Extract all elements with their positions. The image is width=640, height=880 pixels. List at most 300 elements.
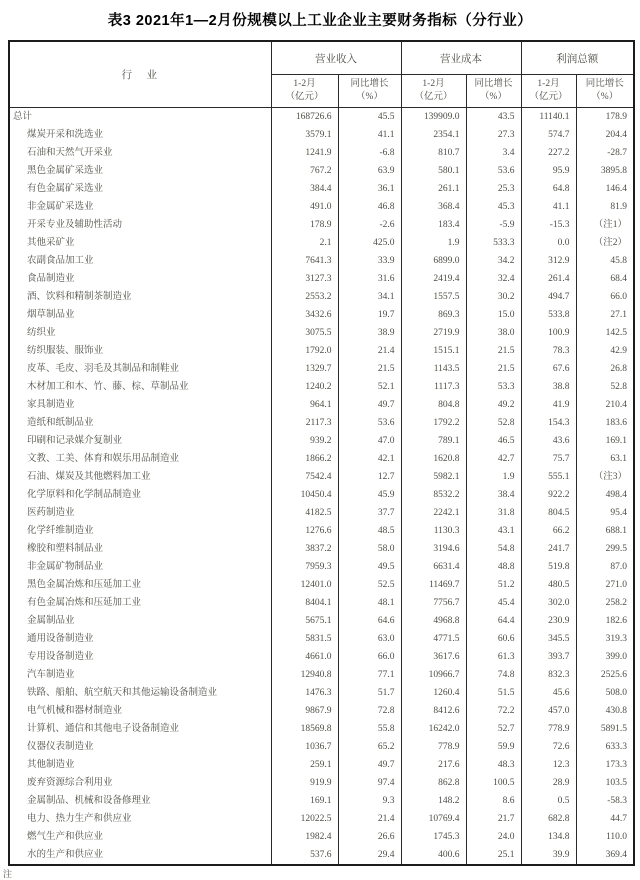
industry-name: 医药制造业 (27, 508, 75, 518)
industry-name: 铁路、船舶、航空航天和其他运输设备制造业 (27, 688, 218, 698)
cell-value: 319.3 (576, 630, 634, 648)
cell-value: 3617.6 (401, 648, 466, 666)
industry-name: 汽车制造业 (27, 670, 75, 680)
table-row (9, 612, 634, 630)
cell-value: 42.1 (338, 450, 401, 468)
cell-value: 52.5 (338, 576, 401, 594)
cell-value: 3.4 (466, 144, 521, 162)
industry-name: 有色金属冶炼和压延加工业 (27, 598, 142, 608)
cell-value: 393.7 (521, 648, 576, 666)
cell-value: -6.8 (338, 144, 401, 162)
cell-value: 148.2 (401, 792, 466, 810)
cell-value: 45.9 (338, 486, 401, 504)
table-row (9, 180, 634, 198)
industry-name: 非金属矿物制品业 (27, 562, 104, 572)
table-row (9, 774, 634, 792)
cell-value: 64.4 (466, 612, 521, 630)
group-header-profit: 利润总额 (521, 41, 634, 75)
cell-value: 38.9 (338, 324, 401, 342)
cell-value: 299.5 (576, 540, 634, 558)
industry-name: 印刷和记录媒介复制业 (27, 436, 123, 446)
cell-value: 52.1 (338, 378, 401, 396)
cell-value: 52.8 (576, 378, 634, 396)
cell-value: 48.8 (466, 558, 521, 576)
cell-value: 1792.0 (271, 342, 338, 360)
cell-value: 1792.2 (401, 414, 466, 432)
cell-value: 302.0 (521, 594, 576, 612)
table-row (9, 684, 634, 702)
industry-name: 酒、饮料和精制茶制造业 (27, 292, 132, 302)
cell-value: 778.9 (521, 720, 576, 738)
industry-name: 橡胶和塑料制品业 (27, 544, 104, 554)
cell-value: 26.6 (338, 828, 401, 846)
page-title: 表3 2021年1—2月份规模以上工业企业主要财务指标（分行业） (107, 13, 533, 29)
table-row (9, 162, 634, 180)
cell-value: 682.8 (521, 810, 576, 828)
industry-name: 其他制造业 (27, 760, 75, 770)
cell-value: 178.9 (576, 108, 634, 127)
cell-value: 1117.3 (401, 378, 466, 396)
cell-value: 100.9 (521, 324, 576, 342)
cell-value: 8404.1 (271, 594, 338, 612)
cell-value: 173.3 (576, 756, 634, 774)
cell-value: 34.2 (466, 252, 521, 270)
cell-value: 1.9 (466, 468, 521, 486)
cell-value: 2553.2 (271, 288, 338, 306)
industry-name: 开采专业及辅助性活动 (27, 220, 123, 230)
cell-value: 0.5 (521, 792, 576, 810)
industry-name: 有色金属矿采选业 (27, 184, 104, 194)
cell-value: 66.0 (338, 648, 401, 666)
cell-value: 832.3 (521, 666, 576, 684)
cell-value: 33.9 (338, 252, 401, 270)
industry-name: 金属制品业 (27, 616, 75, 626)
cell-value: 68.4 (576, 270, 634, 288)
cell-value: 12401.0 (271, 576, 338, 594)
subheader-line1: 同比增长 (585, 79, 624, 89)
table-header (9, 41, 634, 108)
table-row (9, 738, 634, 756)
cell-value: 1240.2 (271, 378, 338, 396)
industry-name: 文教、工美、体育和娱乐用品制造业 (27, 454, 180, 464)
table-row (9, 666, 634, 684)
cell-value: 7641.3 (271, 252, 338, 270)
industry-name: 仪器仪表制造业 (27, 742, 94, 752)
cell-value: 10966.7 (401, 666, 466, 684)
table-row (9, 792, 634, 810)
table-row (9, 522, 634, 540)
cell-value: 0.0 (521, 234, 576, 252)
cell-value: 48.5 (338, 522, 401, 540)
cell-value: 1745.3 (401, 828, 466, 846)
cell-value: 97.4 (338, 774, 401, 792)
cell-value: 21.5 (466, 342, 521, 360)
cell-value: 43.5 (466, 108, 521, 127)
cell-value: -28.7 (576, 144, 634, 162)
cell-value: -2.6 (338, 216, 401, 234)
table-row (9, 702, 634, 720)
cell-value: 95.9 (521, 162, 576, 180)
cell-value: 51.2 (466, 576, 521, 594)
cell-value: 24.0 (466, 828, 521, 846)
cell-value: 533.8 (521, 306, 576, 324)
cell-value: 862.8 (401, 774, 466, 792)
cell-value: 60.6 (466, 630, 521, 648)
cell-value: 498.4 (576, 486, 634, 504)
cell-value: 1329.7 (271, 360, 338, 378)
cell-value: 1866.2 (271, 450, 338, 468)
cell-value: 81.9 (576, 198, 634, 216)
table-row (9, 216, 634, 234)
cell-value: 18569.8 (271, 720, 338, 738)
table-row (9, 342, 634, 360)
cell-value: 36.1 (338, 180, 401, 198)
table-row (9, 810, 634, 828)
cell-value: 25.3 (466, 180, 521, 198)
cell-value: 508.0 (576, 684, 634, 702)
table-row (9, 756, 634, 774)
industry-name: 废弃资源综合利用业 (27, 778, 113, 788)
table-row (9, 126, 634, 144)
cell-value: 1130.3 (401, 522, 466, 540)
cell-value: 65.2 (338, 738, 401, 756)
cell-value: 45.8 (576, 252, 634, 270)
cell-value: 230.9 (521, 612, 576, 630)
cell-value: 87.0 (576, 558, 634, 576)
cell-value: 34.1 (338, 288, 401, 306)
cell-value: 3837.2 (271, 540, 338, 558)
table-row (9, 828, 634, 846)
cell-value: 688.1 (576, 522, 634, 540)
table-row (9, 198, 634, 216)
table-row (9, 360, 634, 378)
footnote-partial-text: 注 (3, 869, 13, 879)
cell-value: 4182.5 (271, 504, 338, 522)
cell-value: 1476.3 (271, 684, 338, 702)
cell-value: 2.1 (271, 234, 338, 252)
industry-name: 农副食品加工业 (27, 256, 94, 266)
cell-value: 31.6 (338, 270, 401, 288)
industry-column-header: 行 业 (9, 41, 271, 108)
cell-value: 425.0 (338, 234, 401, 252)
cell-value: 38.8 (521, 378, 576, 396)
cell-value: 52.8 (466, 414, 521, 432)
table-row (9, 396, 634, 414)
cell-value: 4968.8 (401, 612, 466, 630)
cell-value: 10450.4 (271, 486, 338, 504)
cell-value: 537.6 (271, 846, 338, 865)
cell-value: 368.4 (401, 198, 466, 216)
industry-name: 煤炭开采和洗选业 (27, 130, 104, 140)
cell-value: 48.3 (466, 756, 521, 774)
table-row (9, 504, 634, 522)
cell-value: 178.9 (271, 216, 338, 234)
cell-value: 49.7 (338, 396, 401, 414)
cell-value: 2419.4 (401, 270, 466, 288)
cell-value: 41.1 (338, 126, 401, 144)
cell-value: 21.5 (466, 360, 521, 378)
industry-name: 烟草制品业 (27, 310, 75, 320)
cell-value: 12.7 (338, 468, 401, 486)
cell-value: 227.2 (521, 144, 576, 162)
cell-value: 369.4 (576, 846, 634, 865)
cell-value: 480.5 (521, 576, 576, 594)
cell-value: 19.7 (338, 306, 401, 324)
industry-name: 燃气生产和供应业 (27, 832, 104, 842)
cell-value: （注3） (576, 468, 634, 486)
cell-value: 804.5 (521, 504, 576, 522)
cell-value: 869.3 (401, 306, 466, 324)
cell-value: 1620.8 (401, 450, 466, 468)
cell-value: 1982.4 (271, 828, 338, 846)
table-row (9, 432, 634, 450)
cell-value: 168726.6 (271, 108, 338, 127)
subheader-line1: 1-2月 (537, 79, 560, 89)
cell-value: 64.6 (338, 612, 401, 630)
cell-value: 15.0 (466, 306, 521, 324)
cell-value: 66.0 (576, 288, 634, 306)
subheader-line2: （亿元） (529, 92, 568, 102)
cell-value: 103.5 (576, 774, 634, 792)
cell-value: 7756.7 (401, 594, 466, 612)
cell-value: 9.3 (338, 792, 401, 810)
subheader-revenue-amount (271, 75, 338, 108)
cell-value: 67.6 (521, 360, 576, 378)
cell-value: 72.2 (466, 702, 521, 720)
subheader-revenue-growth (338, 75, 401, 108)
cell-value: 2719.9 (401, 324, 466, 342)
cell-value: 44.7 (576, 810, 634, 828)
cell-value: 1036.7 (271, 738, 338, 756)
cell-value: 72.6 (521, 738, 576, 756)
subheader-line2: （亿元） (285, 92, 324, 102)
cell-value: 9867.9 (271, 702, 338, 720)
cell-value: 12940.8 (271, 666, 338, 684)
subheader-cost-growth (466, 75, 521, 108)
cell-value: 271.0 (576, 576, 634, 594)
cell-value: 10769.4 (401, 810, 466, 828)
cell-value: （注1） (576, 216, 634, 234)
cell-value: 1143.5 (401, 360, 466, 378)
table-row (9, 288, 634, 306)
financial-indicators-table (8, 40, 635, 866)
cell-value: 53.6 (466, 162, 521, 180)
subheader-line1: 1-2月 (293, 79, 316, 89)
cell-value: 5831.5 (271, 630, 338, 648)
cell-value: 59.9 (466, 738, 521, 756)
table-row (9, 252, 634, 270)
subheader-profit-growth (576, 75, 634, 108)
cell-value: 53.3 (466, 378, 521, 396)
cell-value: 31.8 (466, 504, 521, 522)
table-body (9, 108, 634, 866)
cell-value: 26.8 (576, 360, 634, 378)
cell-value: 778.9 (401, 738, 466, 756)
industry-name: 纺织服装、服饰业 (27, 346, 104, 356)
cell-value: 12.3 (521, 756, 576, 774)
table-row (9, 630, 634, 648)
cell-value: 491.0 (271, 198, 338, 216)
cell-value: 767.2 (271, 162, 338, 180)
cell-value: 1276.6 (271, 522, 338, 540)
cell-value: 457.0 (521, 702, 576, 720)
cell-value: 61.3 (466, 648, 521, 666)
cell-value: 45.5 (338, 108, 401, 127)
group-header-cost: 营业成本 (401, 41, 521, 75)
cell-value: 42.7 (466, 450, 521, 468)
cell-value: 1557.5 (401, 288, 466, 306)
cell-value: 533.3 (466, 234, 521, 252)
cell-value: 63.0 (338, 630, 401, 648)
cell-value: 2117.3 (271, 414, 338, 432)
table-row (9, 414, 634, 432)
industry-name: 电力、热力生产和供应业 (27, 814, 132, 824)
industry-name: 其他采矿业 (27, 238, 75, 248)
cell-value: 41.9 (521, 396, 576, 414)
cell-value: 45.6 (521, 684, 576, 702)
subheader-cost-amount (401, 75, 466, 108)
cell-value: 182.6 (576, 612, 634, 630)
cell-value: 169.1 (271, 792, 338, 810)
group-header-revenue: 营业收入 (271, 41, 401, 75)
table-row (9, 540, 634, 558)
cell-value: 11469.7 (401, 576, 466, 594)
cell-value: 1241.9 (271, 144, 338, 162)
table-row (9, 720, 634, 738)
cell-value: 2242.1 (401, 504, 466, 522)
table-row (9, 378, 634, 396)
industry-name: 食品制造业 (27, 274, 75, 284)
table-row (9, 648, 634, 666)
cell-value: 183.6 (576, 414, 634, 432)
cell-value: 345.5 (521, 630, 576, 648)
table-row (9, 270, 634, 288)
cell-value: 63.1 (576, 450, 634, 468)
cell-value: 45.3 (466, 198, 521, 216)
cell-value: 46.8 (338, 198, 401, 216)
cell-value: 922.2 (521, 486, 576, 504)
cell-value: 1515.1 (401, 342, 466, 360)
cell-value: 8412.6 (401, 702, 466, 720)
table-row (9, 324, 634, 342)
cell-value: 2525.6 (576, 666, 634, 684)
cell-value: 139909.0 (401, 108, 466, 127)
subheader-profit-amount (521, 75, 576, 108)
cell-value: 210.4 (576, 396, 634, 414)
cell-value: 64.8 (521, 180, 576, 198)
cell-value: 4771.5 (401, 630, 466, 648)
cell-value: 49.2 (466, 396, 521, 414)
cell-value: 21.7 (466, 810, 521, 828)
cell-value: 804.8 (401, 396, 466, 414)
cell-value: 32.4 (466, 270, 521, 288)
industry-name: 石油、煤炭及其他燃料加工业 (27, 472, 151, 482)
cell-value: 519.8 (521, 558, 576, 576)
cell-value: 3432.6 (271, 306, 338, 324)
cell-value: 28.9 (521, 774, 576, 792)
industry-name: 木材加工和木、竹、藤、棕、草制品业 (27, 382, 189, 392)
cell-value: 47.0 (338, 432, 401, 450)
subheader-line1: 1-2月 (422, 79, 445, 89)
cell-value: 39.9 (521, 846, 576, 865)
subheader-line1: 同比增长 (474, 79, 513, 89)
cell-value: 5675.1 (271, 612, 338, 630)
cell-value: 38.0 (466, 324, 521, 342)
cell-value: 49.5 (338, 558, 401, 576)
cell-value: 63.9 (338, 162, 401, 180)
industry-name: 纺织业 (27, 328, 56, 338)
cell-value: 43.1 (466, 522, 521, 540)
cell-value: 384.4 (271, 180, 338, 198)
cell-value: 7542.4 (271, 468, 338, 486)
cell-value: 58.0 (338, 540, 401, 558)
cell-value: 1.9 (401, 234, 466, 252)
cell-value: 134.8 (521, 828, 576, 846)
cell-value: 110.0 (576, 828, 634, 846)
cell-value: 261.1 (401, 180, 466, 198)
industry-name: 计算机、通信和其他电子设备制造业 (27, 724, 180, 734)
cell-value: 25.1 (466, 846, 521, 865)
cell-value: 21.5 (338, 360, 401, 378)
cell-value: 261.4 (521, 270, 576, 288)
cell-value: 30.2 (466, 288, 521, 306)
subheader-line2: （%） (591, 92, 619, 102)
industry-name: 总计 (13, 112, 33, 122)
cell-value: 312.9 (521, 252, 576, 270)
cell-value: 919.9 (271, 774, 338, 792)
cell-value: 11140.1 (521, 108, 576, 127)
cell-value: 55.8 (338, 720, 401, 738)
table-row (9, 486, 634, 504)
cell-value: 42.9 (576, 342, 634, 360)
cell-value: 51.7 (338, 684, 401, 702)
cell-value: 494.7 (521, 288, 576, 306)
cell-value: 29.4 (338, 846, 401, 865)
cell-value: 75.7 (521, 450, 576, 468)
cell-value: 4661.0 (271, 648, 338, 666)
cell-value: 16242.0 (401, 720, 466, 738)
cell-value: 52.7 (466, 720, 521, 738)
cell-value: 430.8 (576, 702, 634, 720)
cell-value: -58.3 (576, 792, 634, 810)
subheader-line1: 同比增长 (350, 79, 389, 89)
cell-value: 66.2 (521, 522, 576, 540)
cell-value: 8532.2 (401, 486, 466, 504)
cell-value: 12022.5 (271, 810, 338, 828)
table-row (9, 576, 634, 594)
cell-value: 37.7 (338, 504, 401, 522)
cell-value: 53.6 (338, 414, 401, 432)
industry-name: 家具制造业 (27, 400, 75, 410)
industry-name: 皮革、毛皮、羽毛及其制品和制鞋业 (27, 364, 180, 374)
cell-value: 5982.1 (401, 468, 466, 486)
cell-value: 72.8 (338, 702, 401, 720)
cell-value: 146.4 (576, 180, 634, 198)
cell-value: 258.2 (576, 594, 634, 612)
cell-value: 580.1 (401, 162, 466, 180)
cell-value: 38.4 (466, 486, 521, 504)
cell-value: 154.3 (521, 414, 576, 432)
cell-value: 1260.4 (401, 684, 466, 702)
cell-value: 43.6 (521, 432, 576, 450)
cell-value: 77.1 (338, 666, 401, 684)
cell-value: 204.4 (576, 126, 634, 144)
industry-name: 造纸和纸制品业 (27, 418, 94, 428)
table-row (9, 306, 634, 324)
cell-value: 51.5 (466, 684, 521, 702)
cell-value: 241.7 (521, 540, 576, 558)
subheader-line2: （%） (480, 92, 507, 102)
